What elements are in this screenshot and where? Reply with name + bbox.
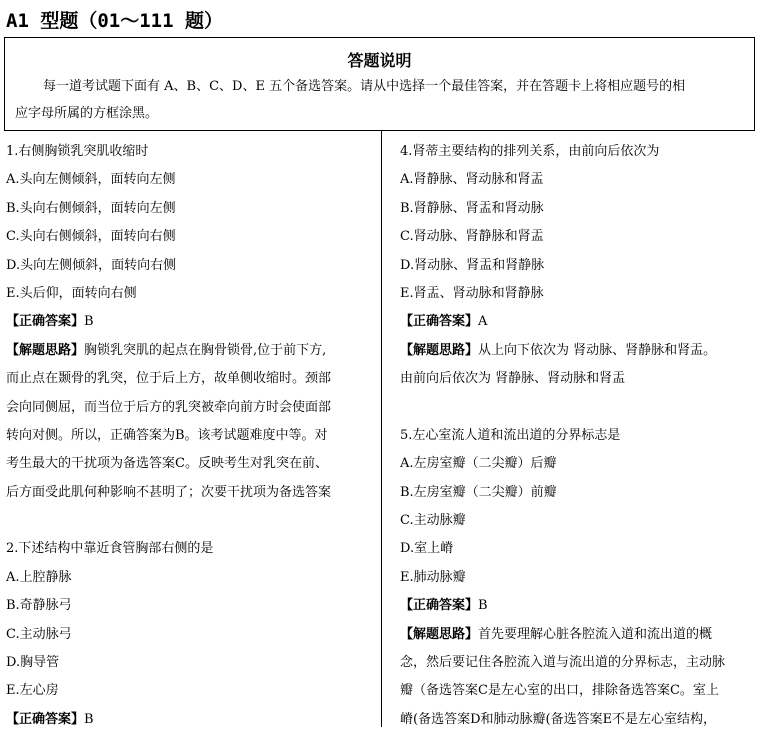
option-a: A.肾静脉、肾动脉和肾盂 xyxy=(400,172,544,188)
option-c: C.头向右侧倾斜，面转向右侧 xyxy=(6,229,176,245)
option-d: D.头向左侧倾斜，面转向右侧 xyxy=(6,257,177,273)
analysis-line: 【解题思路】首先要理解心脏各腔流入道和流出道的概 xyxy=(400,626,713,642)
instructions-line-2: 应字母所属的方框涂黑。 xyxy=(15,106,159,121)
option-b: B.头向右侧倾斜，面转向左侧 xyxy=(6,200,176,216)
option-b: B.奇静脉弓 xyxy=(6,598,72,614)
question-stem: 1.右侧胸锁乳突肌收缩时 xyxy=(6,144,149,159)
correct-answer: 【正确答案】B xyxy=(400,598,488,614)
option-a: A.左房室瓣（二尖瓣）后瓣 xyxy=(400,456,557,472)
correct-answer: 【正确答案】A xyxy=(400,314,488,330)
analysis-line: 【解题思路】从上向下依次为 肾动脉、肾静脉和肾盂。 xyxy=(400,342,717,358)
option-c: C.肾动脉、肾静脉和肾盂 xyxy=(400,229,544,245)
column-divider xyxy=(381,131,382,727)
analysis-line: 嵴(备选答案D和肺动脉瓣(备选答案E不是左心室结构， xyxy=(400,711,717,727)
option-a: A.头向左侧倾斜，面转向左侧 xyxy=(6,172,176,188)
analysis-line: 【解题思路】胸锁乳突肌的起点在胸骨锁骨,位于前下方, xyxy=(6,342,327,358)
option-b: B.肾静脉、肾盂和肾动脉 xyxy=(400,200,544,216)
spacer xyxy=(400,394,760,422)
analysis-line: 由前向后依次为 肾静脉、肾动脉和肾盂 xyxy=(400,371,626,387)
option-e: E.头后仰，面转向右侧 xyxy=(6,285,137,301)
option-d: D.肾动脉、肾盂和肾静脉 xyxy=(400,257,545,273)
option-c: C.主动脉瓣 xyxy=(400,513,466,529)
option-d: D.胸导管 xyxy=(6,655,60,671)
correct-answer: 【正确答案】B xyxy=(6,314,94,330)
analysis-line: 后方面受此肌何种影响不甚明了；次要干扰项为备选答案 xyxy=(6,484,332,500)
option-e: E.左心房 xyxy=(6,683,59,699)
spacer xyxy=(6,507,374,535)
analysis-line: 考生最大的干扰项为备选答案C。反映考生对乳突在前、 xyxy=(6,456,328,472)
instructions-title: 答题说明 xyxy=(347,51,412,70)
option-e: E.肾盂、肾动脉和肾静脉 xyxy=(400,285,544,301)
question-stem: 2.下述结构中靠近食管胸部右侧的是 xyxy=(6,541,214,557)
option-e: E.肺动脉瓣 xyxy=(400,569,466,585)
correct-answer: 【正确答案】B xyxy=(6,711,94,727)
option-d: D.室上嵴 xyxy=(400,541,454,557)
analysis-line: 会向同侧屈，而当位于后方的乳突被牵向前方时会使面部 xyxy=(6,399,332,415)
analysis-line: 念，然后要记住各腔流入道与流出道的分界标志，主动脉 xyxy=(400,655,726,671)
right-column xyxy=(400,138,760,734)
instructions-box xyxy=(4,37,755,131)
analysis-line: 而止点在颞骨的乳突，位于后上方，故单侧收缩时。颈部 xyxy=(6,371,332,387)
question-stem: 5.左心室流人道和流出道的分界标志是 xyxy=(400,427,621,443)
option-c: C.主动脉弓 xyxy=(6,626,72,642)
instructions-body xyxy=(5,73,754,127)
option-a: A.上腔静脉 xyxy=(6,569,72,585)
option-b: B.左房室瓣（二尖瓣）前瓣 xyxy=(400,484,557,500)
analysis-line: 转向对侧。所以，正确答案为B。该考试题难度中等。对 xyxy=(6,427,328,443)
question-stem: 4.肾蒂主要结构的排列关系，由前向后依次为 xyxy=(400,144,660,159)
analysis-line: 瓣（备选答案C是左心室的出口，排除备选答案C。室上 xyxy=(400,683,719,699)
section-title: A1 型题（01～111 题） xyxy=(6,10,223,32)
left-column xyxy=(6,138,374,734)
instructions-line-1: 每一道考试题下面有 A、B、C、D、E 五个备选答案。请从中选择一个最佳答案，并在答题卡上将相应题号的相 xyxy=(43,79,686,94)
